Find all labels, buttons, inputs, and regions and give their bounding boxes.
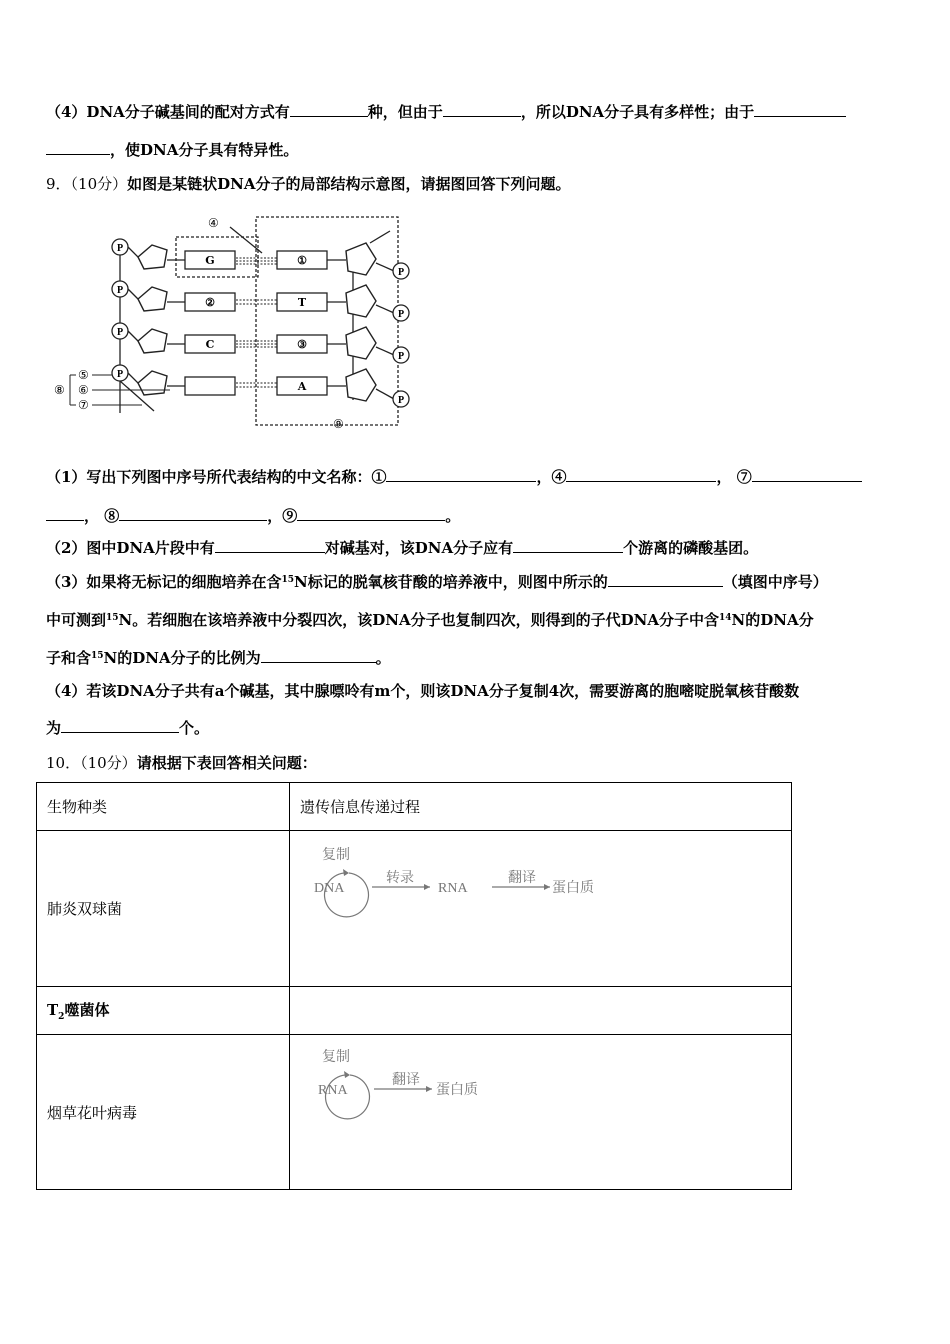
diagram-cell xyxy=(290,987,792,1035)
q9-part2-text: （2）图中DNA片段中有 xyxy=(46,539,215,557)
isotope-superscript: 15 xyxy=(91,651,104,661)
phosphate-right-group xyxy=(393,263,409,407)
q9-part3-line1 xyxy=(46,571,828,593)
q9-part3-text: 。 xyxy=(375,649,391,667)
question-score: （10分） xyxy=(80,754,137,772)
q9-part3-text: 子和含 xyxy=(46,649,92,667)
isotope-superscript: 14 xyxy=(718,613,732,623)
q9-part3-text: N标记的脱氧核苷酸的培养液中，则图中所示的 xyxy=(293,573,608,591)
question-number: 9． xyxy=(46,175,71,193)
table-row xyxy=(37,1035,792,1190)
q9-part3-text: N。若细胞在该培养液中分裂四次，该DNA分子也复制四次，则得到的子代DNA分子中含 xyxy=(118,611,719,629)
diagram-cell xyxy=(290,831,792,987)
q8-part4-mid2: ，所以DNA分子具有多样性；由于 xyxy=(520,103,755,121)
answer-blank[interactable] xyxy=(61,718,179,733)
question-stem: 请根据下表回答相关问题： xyxy=(136,754,317,772)
table-header-cell: 遗传信息传递过程 xyxy=(290,783,792,831)
diagram-cell xyxy=(290,1035,792,1190)
q9-part4-text: （4）若该DNA分子共有a个碱基，其中腺嘌呤有m个，则该DNA分子复制4次，需要游离的胞嘧啶脱氧核苷酸数 xyxy=(46,682,800,700)
answer-blank[interactable] xyxy=(119,506,267,521)
question-number: 10． xyxy=(46,754,81,772)
label-5: ⑤ xyxy=(78,368,89,382)
q8-part4-line2 xyxy=(46,139,298,161)
q9-part1-text: 。 xyxy=(445,507,461,525)
bacteria-info-flow-diagram xyxy=(304,845,634,925)
answer-blank[interactable] xyxy=(297,506,445,521)
q9-part3-text: 中可测到 xyxy=(46,611,107,629)
q9-part1-text: ，④ xyxy=(536,468,567,486)
answer-blank[interactable] xyxy=(290,102,368,117)
label-6: ⑥ xyxy=(78,383,89,397)
phosphate-label: P xyxy=(397,395,405,406)
answer-blank[interactable] xyxy=(513,538,623,553)
base-label: A xyxy=(297,380,307,393)
replication-label: 复制 xyxy=(322,1049,350,1065)
base-label: C xyxy=(205,338,215,351)
isotope-superscript: 15 xyxy=(106,613,119,623)
organism-subscript: 2 xyxy=(58,1012,65,1022)
table-row xyxy=(37,831,792,987)
isotope-superscript: 15 xyxy=(281,575,294,585)
rna-label: RNA xyxy=(438,881,468,896)
base-label: ② xyxy=(205,296,215,309)
answer-blank[interactable] xyxy=(754,102,846,117)
q9-part1-text: （1）写出下列图中序号所代表结构的中文名称：① xyxy=(46,468,387,486)
table-header-row xyxy=(37,783,792,831)
transcription-label: 转录 xyxy=(386,870,414,886)
base-label: T xyxy=(297,296,307,309)
q9-part1-text: ， ⑧ xyxy=(84,507,120,525)
tmv-info-flow-diagram xyxy=(306,1047,526,1127)
phosphate-label: P xyxy=(397,267,405,278)
rna-label: RNA xyxy=(318,1083,348,1098)
organism-cell xyxy=(37,987,290,1035)
organism-cell: 肺炎双球菌 xyxy=(37,831,290,987)
dna-structure-figure xyxy=(50,205,430,435)
q9-part1-text: ，⑨ xyxy=(267,507,298,525)
answer-blank[interactable] xyxy=(752,467,862,482)
q9-part2-text: 对碱基对，该DNA分子应有 xyxy=(324,539,514,557)
q9-part3-text: （3）如果将无标记的细胞培养在含 xyxy=(46,573,282,591)
base-label: ① xyxy=(297,254,307,267)
translation-label: 翻译 xyxy=(392,1072,420,1088)
q9-part3-line2 xyxy=(46,609,814,631)
question-score: （10分） xyxy=(70,175,128,193)
phosphate-label: P xyxy=(116,285,124,296)
q9-part4-line1 xyxy=(46,680,799,702)
phosphate-label: P xyxy=(116,369,124,380)
q9-part1-line2 xyxy=(46,505,460,527)
q9-part2 xyxy=(46,537,758,559)
question-stem: 如图是某链状DNA分子的局部结构示意图，请据图回答下列问题。 xyxy=(127,175,571,193)
answer-blank[interactable] xyxy=(566,467,716,482)
replication-label: 复制 xyxy=(322,847,350,863)
phosphate-label: P xyxy=(116,243,124,254)
q8-part4-end: ，使DNA分子具有特异性。 xyxy=(110,141,299,159)
phosphate-label: P xyxy=(397,351,405,362)
label-9: ⑨ xyxy=(333,417,344,431)
q9-header xyxy=(46,173,571,195)
q9-part1-text: ， ⑦ xyxy=(716,468,752,486)
q9-part3-line3 xyxy=(46,647,391,669)
q9-part4-text: 为 xyxy=(46,719,62,737)
answer-blank[interactable] xyxy=(46,140,110,155)
answer-blank[interactable] xyxy=(46,506,84,521)
phosphate-label: P xyxy=(116,327,124,338)
protein-label: 蛋白质 xyxy=(436,1082,478,1098)
protein-label: 蛋白质 xyxy=(552,880,594,896)
answer-blank[interactable] xyxy=(261,648,376,663)
base-label: G xyxy=(205,254,215,267)
translation-label: 翻译 xyxy=(508,870,536,886)
organism-text: T xyxy=(47,1001,59,1019)
q9-part4-text: 个。 xyxy=(179,719,210,737)
q9-part2-text: 个游离的磷酸基团。 xyxy=(623,539,759,557)
q9-part4-line2 xyxy=(46,717,209,739)
q8-part4-prefix: （4）DNA分子碱基间的配对方式有 xyxy=(46,103,290,121)
q9-part3-text: N的DNA分子的比例为 xyxy=(103,649,261,667)
q9-part3-text: （填图中序号） xyxy=(722,573,828,591)
answer-blank[interactable] xyxy=(386,467,536,482)
answer-blank[interactable] xyxy=(215,538,325,553)
table-header-cell: 生物种类 xyxy=(37,783,290,831)
table-row xyxy=(37,987,792,1035)
q8-part4-mid1: 种，但由于 xyxy=(367,103,443,121)
dna-label: DNA xyxy=(314,881,345,896)
q9-part3-text: N的DNA分 xyxy=(731,611,814,629)
answer-blank[interactable] xyxy=(443,102,521,117)
q10-header xyxy=(46,752,317,774)
answer-blank[interactable] xyxy=(608,572,723,587)
organism-cell: 烟草花叶病毒 xyxy=(37,1035,290,1190)
q9-part1-line1 xyxy=(46,466,862,488)
q8-part4-line1 xyxy=(46,101,846,123)
label-7: ⑦ xyxy=(78,398,89,412)
organism-text: 噬菌体 xyxy=(64,1001,110,1019)
info-transfer-table xyxy=(36,782,792,1190)
label-8: ⑧ xyxy=(54,383,65,397)
label-4: ④ xyxy=(208,216,219,230)
phosphate-label: P xyxy=(397,309,405,320)
base-label: ③ xyxy=(297,338,307,351)
